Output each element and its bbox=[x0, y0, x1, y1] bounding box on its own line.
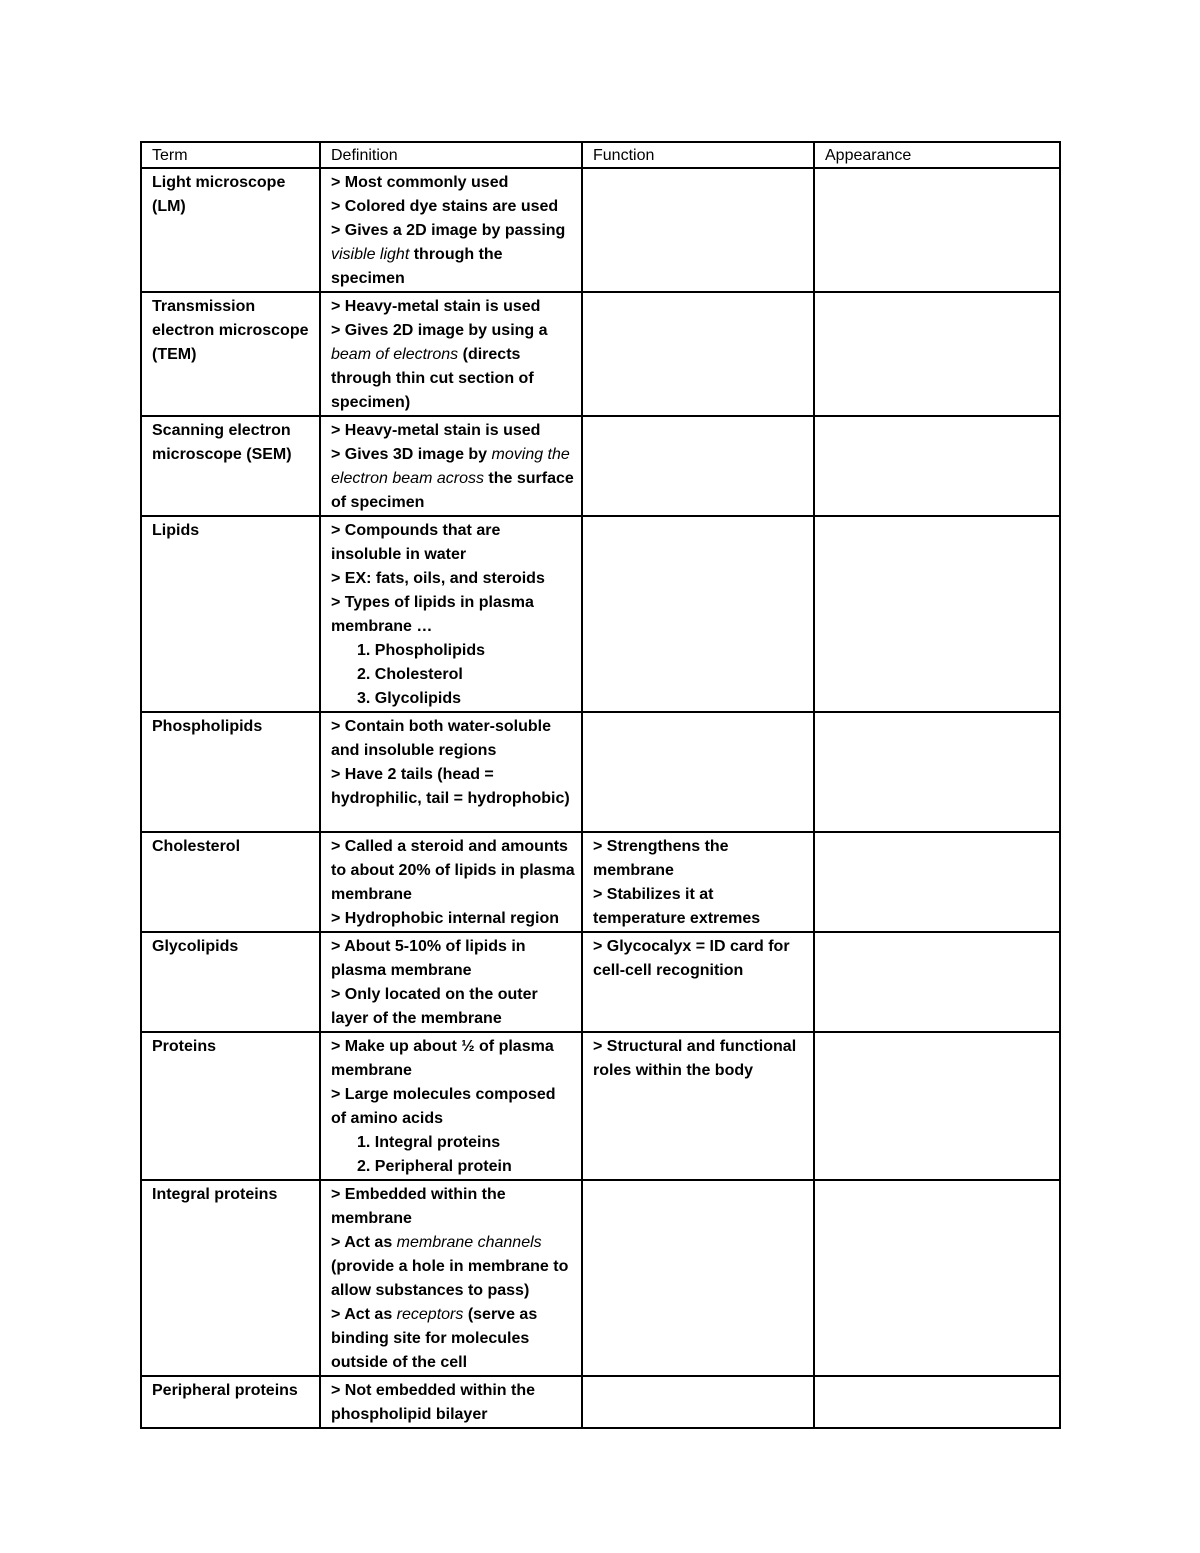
appearance-cell bbox=[814, 1180, 1060, 1376]
appearance-cell bbox=[814, 1032, 1060, 1180]
table-row bbox=[141, 168, 1060, 292]
term-cell: Cholesterol bbox=[141, 832, 320, 932]
bullet-line: > Contain both water-soluble and insoluble regions bbox=[331, 718, 552, 759]
table-row bbox=[141, 712, 1060, 832]
function-cell bbox=[582, 168, 814, 292]
emphasis-text: receptors bbox=[396, 1306, 464, 1323]
bullet-line: > Colored dye stains are used bbox=[331, 198, 559, 215]
bullet-line: > Have 2 tails (head = hydrophilic, tail = hydrophobic) bbox=[331, 766, 570, 807]
table-row bbox=[141, 832, 1060, 932]
term-cell: Proteins bbox=[141, 1032, 320, 1180]
appearance-cell bbox=[814, 1376, 1060, 1428]
numbered-item: 2. Cholesterol bbox=[357, 666, 463, 683]
bullet-line: > EX: fats, oils, and steroids bbox=[331, 570, 545, 587]
bullet-line bbox=[331, 443, 575, 515]
table-row bbox=[141, 416, 1060, 516]
line-text: > Gives a 2D image by passing bbox=[331, 222, 566, 239]
term-cell: Integral proteins bbox=[141, 1180, 320, 1376]
line-text: > Gives 3D image by bbox=[331, 446, 492, 463]
term-cell: Glycolipids bbox=[141, 932, 320, 1032]
bullet-line: > Large molecules composed of amino acids bbox=[331, 1086, 556, 1127]
bullet-line bbox=[331, 319, 575, 415]
bullet-line: > Compounds that are insoluble in water bbox=[331, 522, 501, 563]
emphasis-text: visible light bbox=[331, 246, 410, 263]
bullet-line: > Heavy-metal stain is used bbox=[331, 422, 541, 439]
line-text: (provide a hole in membrane to allow substances to pass) bbox=[331, 1258, 569, 1299]
table-row bbox=[141, 1032, 1060, 1180]
table-body bbox=[141, 168, 1060, 1428]
bullet-line: > About 5-10% of lipids in plasma membrane bbox=[331, 938, 526, 979]
function-cell bbox=[582, 1180, 814, 1376]
term-cell: Light microscope (LM) bbox=[141, 168, 320, 292]
function-cell bbox=[582, 292, 814, 416]
line-text: through the specimen bbox=[331, 246, 503, 287]
emphasis-text: moving the electron beam across bbox=[331, 446, 570, 487]
function-cell bbox=[582, 516, 814, 712]
bullet-line: > Most commonly used bbox=[331, 174, 509, 191]
header-function: Function bbox=[582, 142, 814, 168]
line-text: (serve as binding site for molecules outside of the cell bbox=[331, 1306, 538, 1371]
appearance-cell bbox=[814, 712, 1060, 832]
definition-cell bbox=[320, 1376, 582, 1428]
term-cell: Phospholipids bbox=[141, 712, 320, 832]
notes-table bbox=[140, 141, 1061, 1429]
table-row bbox=[141, 1180, 1060, 1376]
line-text: > Act as bbox=[331, 1234, 397, 1251]
definition-cell bbox=[320, 1032, 582, 1180]
bullet-line: > Stabilizes it at temperature extremes bbox=[593, 886, 761, 927]
table-row bbox=[141, 292, 1060, 416]
definition-cell bbox=[320, 516, 582, 712]
definition-cell bbox=[320, 1180, 582, 1376]
table-row bbox=[141, 1376, 1060, 1428]
appearance-cell bbox=[814, 292, 1060, 416]
bullet-line: > Called a steroid and amounts to about 20% of lipids in plasma membrane bbox=[331, 838, 575, 903]
function-cell bbox=[582, 712, 814, 832]
bullet-line: > Embedded within the membrane bbox=[331, 1186, 506, 1227]
header-definition: Definition bbox=[320, 142, 582, 168]
term-cell: Transmission electron microscope (TEM) bbox=[141, 292, 320, 416]
emphasis-text: membrane channels bbox=[396, 1234, 542, 1251]
bullet-line: > Structural and functional roles within the body bbox=[593, 1038, 797, 1079]
function-cell bbox=[582, 1032, 814, 1180]
numbered-item: 3. Glycolipids bbox=[357, 690, 462, 707]
numbered-item: 1. Phospholipids bbox=[357, 642, 486, 659]
header-row bbox=[141, 142, 1060, 168]
line-text: the surface of specimen bbox=[331, 470, 574, 511]
appearance-cell bbox=[814, 932, 1060, 1032]
bullet-line: > Hydrophobic internal region bbox=[331, 910, 560, 927]
numbered-item: 1. Integral proteins bbox=[357, 1134, 501, 1151]
definition-cell bbox=[320, 832, 582, 932]
definition-cell bbox=[320, 712, 582, 832]
term-cell: Scanning electron microscope (SEM) bbox=[141, 416, 320, 516]
definition-cell bbox=[320, 168, 582, 292]
header-term: Term bbox=[141, 142, 320, 168]
appearance-cell bbox=[814, 516, 1060, 712]
function-cell bbox=[582, 932, 814, 1032]
emphasis-text: beam of electrons bbox=[331, 346, 459, 363]
term-cell: Peripheral proteins bbox=[141, 1376, 320, 1428]
appearance-cell bbox=[814, 168, 1060, 292]
bullet-line: > Heavy-metal stain is used bbox=[331, 298, 541, 315]
table-row bbox=[141, 932, 1060, 1032]
line-text: > Gives 2D image by using a bbox=[331, 322, 548, 339]
function-cell bbox=[582, 832, 814, 932]
function-cell bbox=[582, 1376, 814, 1428]
definition-cell bbox=[320, 416, 582, 516]
bullet-line bbox=[331, 219, 575, 291]
bullet-line: > Strengthens the membrane bbox=[593, 838, 729, 879]
table-row bbox=[141, 516, 1060, 712]
appearance-cell bbox=[814, 832, 1060, 932]
bullet-line: > Make up about ½ of plasma membrane bbox=[331, 1038, 554, 1079]
bullet-line: > Types of lipids in plasma membrane … bbox=[331, 594, 534, 635]
bullet-line bbox=[331, 1303, 575, 1375]
bullet-line: > Glycocalyx = ID card for cell-cell recognition bbox=[593, 938, 790, 979]
function-cell bbox=[582, 416, 814, 516]
definition-cell bbox=[320, 292, 582, 416]
line-text: (directs through thin cut section of specimen) bbox=[331, 346, 534, 411]
bullet-line: > Only located on the outer layer of the membrane bbox=[331, 986, 538, 1027]
numbered-item: 2. Peripheral protein bbox=[357, 1158, 512, 1175]
bullet-line: > Not embedded within the phospholipid bilayer bbox=[331, 1382, 536, 1423]
term-cell: Lipids bbox=[141, 516, 320, 712]
header-appearance: Appearance bbox=[814, 142, 1060, 168]
line-text: > Act as bbox=[331, 1306, 397, 1323]
definition-cell bbox=[320, 932, 582, 1032]
document-page bbox=[140, 141, 1059, 1429]
appearance-cell bbox=[814, 416, 1060, 516]
bullet-line bbox=[331, 1231, 575, 1303]
